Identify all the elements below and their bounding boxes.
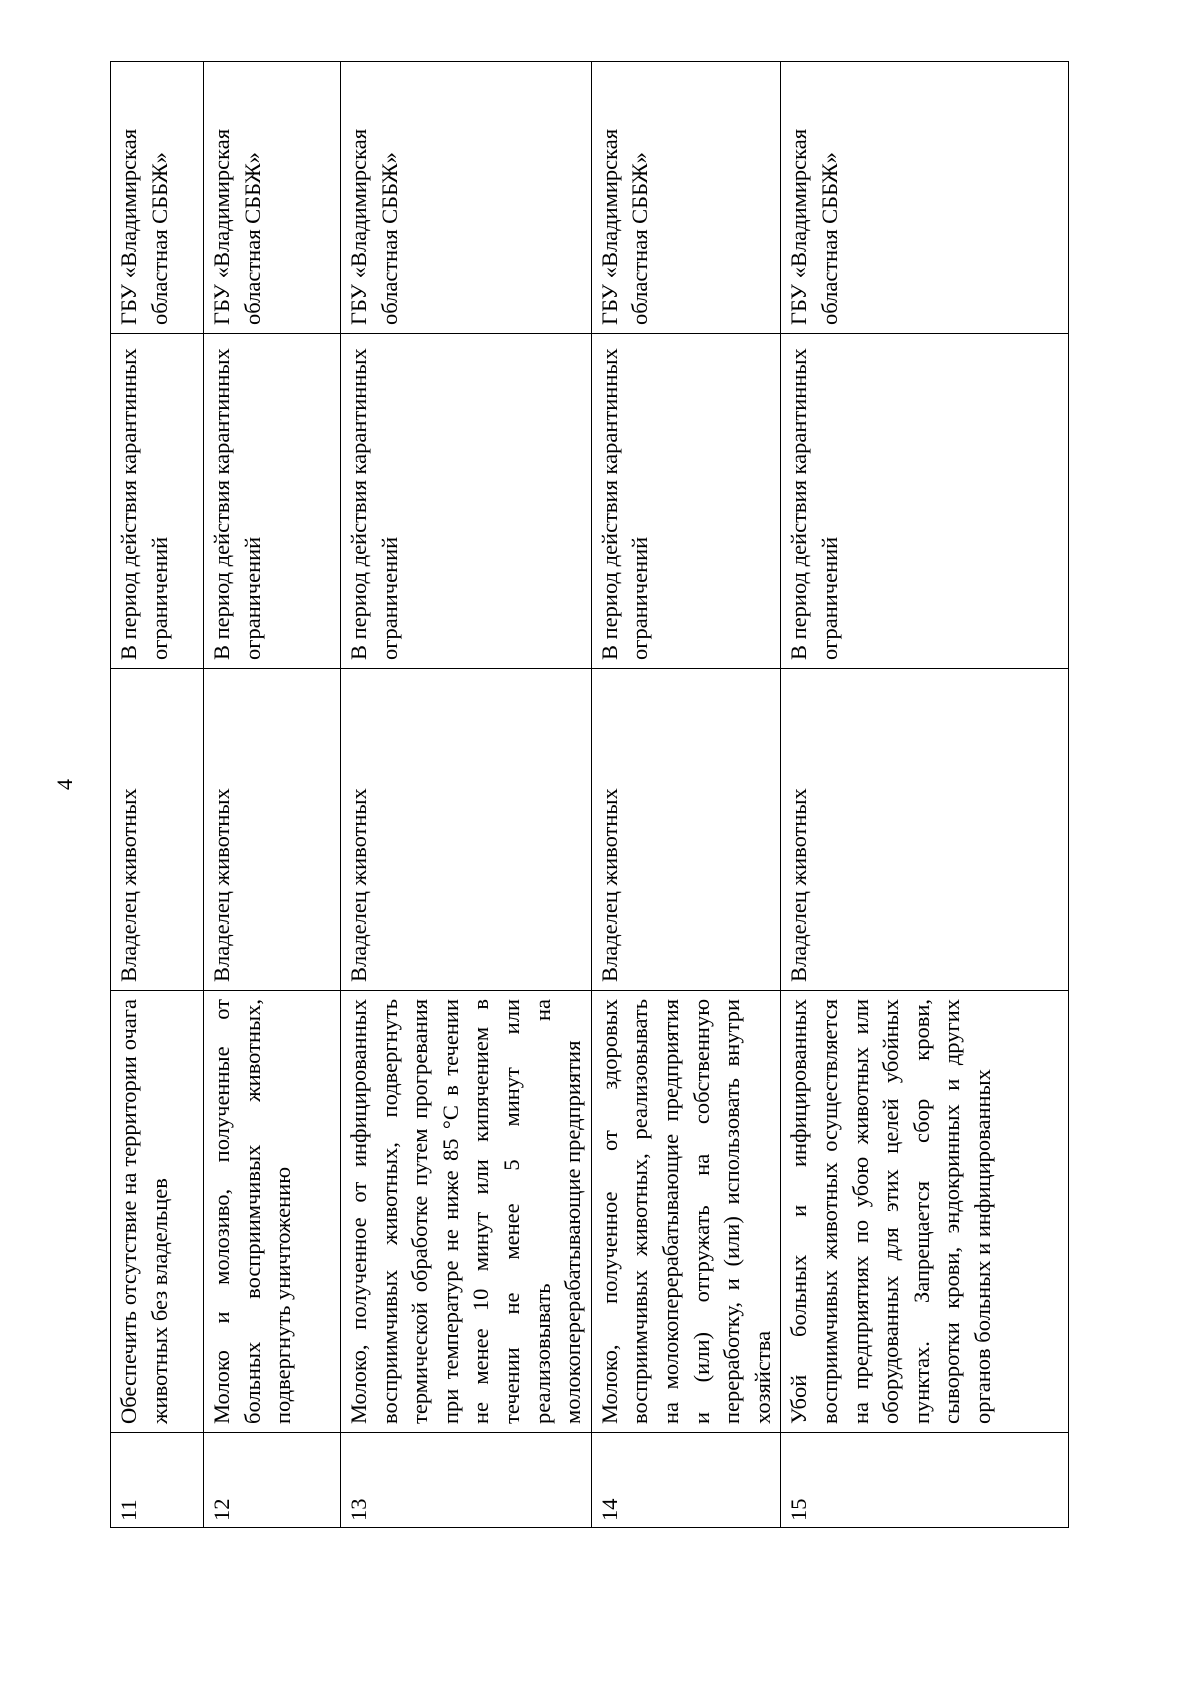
table-row	[341, 62, 592, 1528]
control-cell: ГБУ «Владимирская областная СББЖ»	[781, 62, 1069, 334]
period-cell: В период действия карантинных ограничений	[781, 334, 1069, 669]
table-row	[591, 62, 781, 1528]
row-number: 13	[341, 1433, 592, 1528]
row-number: 14	[591, 1433, 781, 1528]
executor-cell: Владелец животных	[341, 669, 592, 991]
control-cell: ГБУ «Владимирская областная СББЖ»	[204, 62, 341, 334]
table-row	[204, 62, 341, 1528]
period-cell: В период действия карантинных ограничений	[341, 334, 592, 669]
control-cell: ГБУ «Владимирская областная СББЖ»	[341, 62, 592, 334]
executor-cell: Владелец животных	[204, 669, 341, 991]
measures-table	[110, 61, 1069, 1528]
period-cell: В период действия карантинных ограничений	[111, 334, 204, 669]
executor-cell: Владелец животных	[591, 669, 781, 991]
measure-text: Убой больных и инфицированных восприимчивых животных осуществляется на предприятиях по убою животных или оборудованных для этих целей убойных пунктах. Запрещается сбор крови, сыворотки крови, эндокринных и других органов больных и инфицированных	[781, 991, 1069, 1433]
row-number: 15	[781, 1433, 1069, 1528]
measure-text: Молоко и молозиво, полученные от больных восприимчивых животных, подвергнуть уничтожению	[204, 991, 341, 1433]
period-cell: В период действия карантинных ограничений	[591, 334, 781, 669]
executor-cell: Владелец животных	[781, 669, 1069, 991]
row-number: 11	[111, 1433, 204, 1528]
table-row	[781, 62, 1069, 1528]
period-cell: В период действия карантинных ограничений	[204, 334, 341, 669]
measure-text: Молоко, полученное от инфицированных восприимчивых животных, подвергнуть термической обработке путем прогревания при температуре не ниже 85 °С в течении не менее 10 минут или кипячением в течении не менее 5 минут или реализовывать на молокоперерабатывающие предприятия	[341, 991, 592, 1433]
control-cell: ГБУ «Владимирская областная СББЖ»	[111, 62, 204, 334]
table-row	[111, 62, 204, 1528]
rotated-table-frame	[110, 62, 1048, 1528]
control-cell: ГБУ «Владимирская областная СББЖ»	[591, 62, 781, 334]
measure-text: Обеспечить отсутствие на территории очага животных без владельцев	[111, 991, 204, 1433]
page-number: 4	[52, 779, 77, 790]
executor-cell: Владелец животных	[111, 669, 204, 991]
measure-text: Молоко, полученное от здоровых восприимчивых животных, реализовывать на молокоперерабатывающие предприятия и (или) отгружать на собственную переработку, и (или) использовать внутри хозяйства	[591, 991, 781, 1433]
row-number: 12	[204, 1433, 341, 1528]
